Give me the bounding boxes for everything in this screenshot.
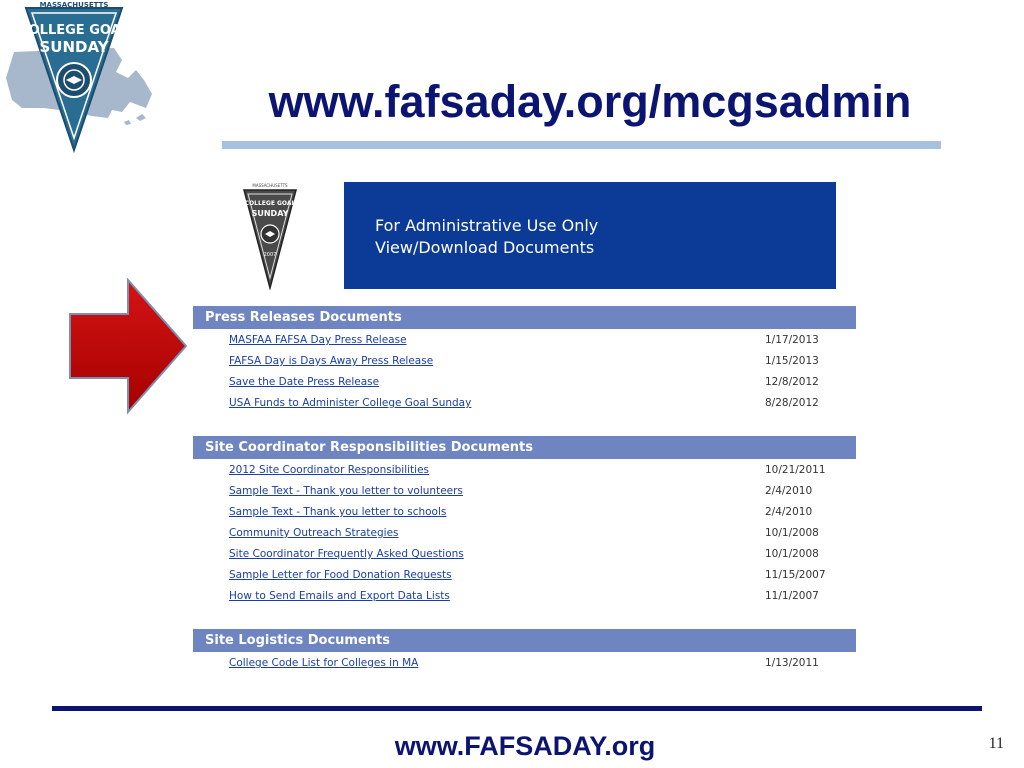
document-row: [193, 502, 856, 523]
site-coordinator-section: [193, 436, 856, 607]
college-goal-sunday-logo-icon: [4, 0, 154, 155]
footer-divider: [52, 706, 982, 711]
document-date: 11/1/2007: [765, 590, 819, 602]
document-link[interactable]: MASFAA FAFSA Day Press Release: [229, 334, 407, 346]
document-date: 2/4/2010: [765, 506, 813, 518]
document-date: 1/13/2011: [765, 657, 819, 669]
small-logo-state-text: MASSACHUSETTS: [252, 183, 288, 188]
document-date: 1/15/2013: [765, 355, 819, 367]
document-date: 11/15/2007: [765, 569, 826, 581]
document-link[interactable]: Site Coordinator Frequently Asked Questions: [229, 548, 464, 560]
page-number: 11: [988, 735, 1004, 752]
document-link[interactable]: USA Funds to Administer College Goal Sunday: [229, 397, 472, 409]
document-date: 10/21/2011: [765, 464, 826, 476]
document-row: [193, 460, 856, 481]
title-divider: [222, 141, 941, 149]
admin-banner-line1: For Administrative Use Only: [375, 216, 599, 235]
red-arrow-right-icon: [66, 278, 190, 418]
document-link[interactable]: Sample Text - Thank you letter to schools: [229, 506, 447, 518]
document-date: 10/1/2008: [765, 527, 819, 539]
admin-banner: [344, 182, 836, 289]
small-logo-line2-text: SUNDAY: [251, 209, 289, 218]
logo-state-text: MASSACHUSETTS: [39, 1, 109, 9]
document-row: [193, 523, 856, 544]
section-header: Site Coordinator Responsibilities Documents: [193, 436, 856, 459]
section-header: Site Logistics Documents: [193, 629, 856, 652]
document-link[interactable]: Sample Letter for Food Donation Requests: [229, 569, 452, 581]
document-row: [193, 372, 856, 393]
document-date: 8/28/2012: [765, 397, 819, 409]
logo-line1-text: COLLEGE GOAL: [19, 23, 129, 38]
document-link[interactable]: Community Outreach Strategies: [229, 527, 399, 539]
document-link[interactable]: Save the Date Press Release: [229, 376, 380, 388]
small-logo-line1-text: COLLEGE GOAL: [244, 200, 296, 207]
document-row: [193, 586, 856, 607]
section-header: Press Releases Documents: [193, 306, 856, 329]
document-link[interactable]: How to Send Emails and Export Data Lists: [229, 590, 450, 602]
document-date: 1/17/2013: [765, 334, 819, 346]
press-releases-section: [193, 306, 856, 414]
document-link[interactable]: College Code List for Colleges in MA: [229, 657, 419, 669]
document-link[interactable]: Sample Text - Thank you letter to volunteers: [229, 485, 463, 497]
document-row: [193, 481, 856, 502]
document-date: 2/4/2010: [765, 485, 813, 497]
document-row: [193, 565, 856, 586]
document-row: [193, 330, 856, 351]
document-link[interactable]: 2012 Site Coordinator Responsibilities: [229, 464, 430, 476]
document-link[interactable]: FAFSA Day is Days Away Press Release: [229, 355, 434, 367]
slide-title: www.fafsaday.org/mcgsadmin: [268, 76, 912, 127]
document-date: 12/8/2012: [765, 376, 819, 388]
document-row: [193, 544, 856, 565]
admin-banner-line2: View/Download Documents: [375, 238, 595, 257]
document-row: [193, 393, 856, 414]
logo-line2-text: SUNDAY: [39, 38, 109, 56]
college-goal-sunday-small-logo-icon: [240, 178, 300, 290]
footer-url: www.FAFSADAY.org: [394, 731, 656, 761]
small-logo-year-text: 2007: [263, 252, 277, 258]
document-row: [193, 653, 856, 674]
document-row: [193, 351, 856, 372]
document-date: 10/1/2008: [765, 548, 819, 560]
site-logistics-section: [193, 629, 856, 674]
